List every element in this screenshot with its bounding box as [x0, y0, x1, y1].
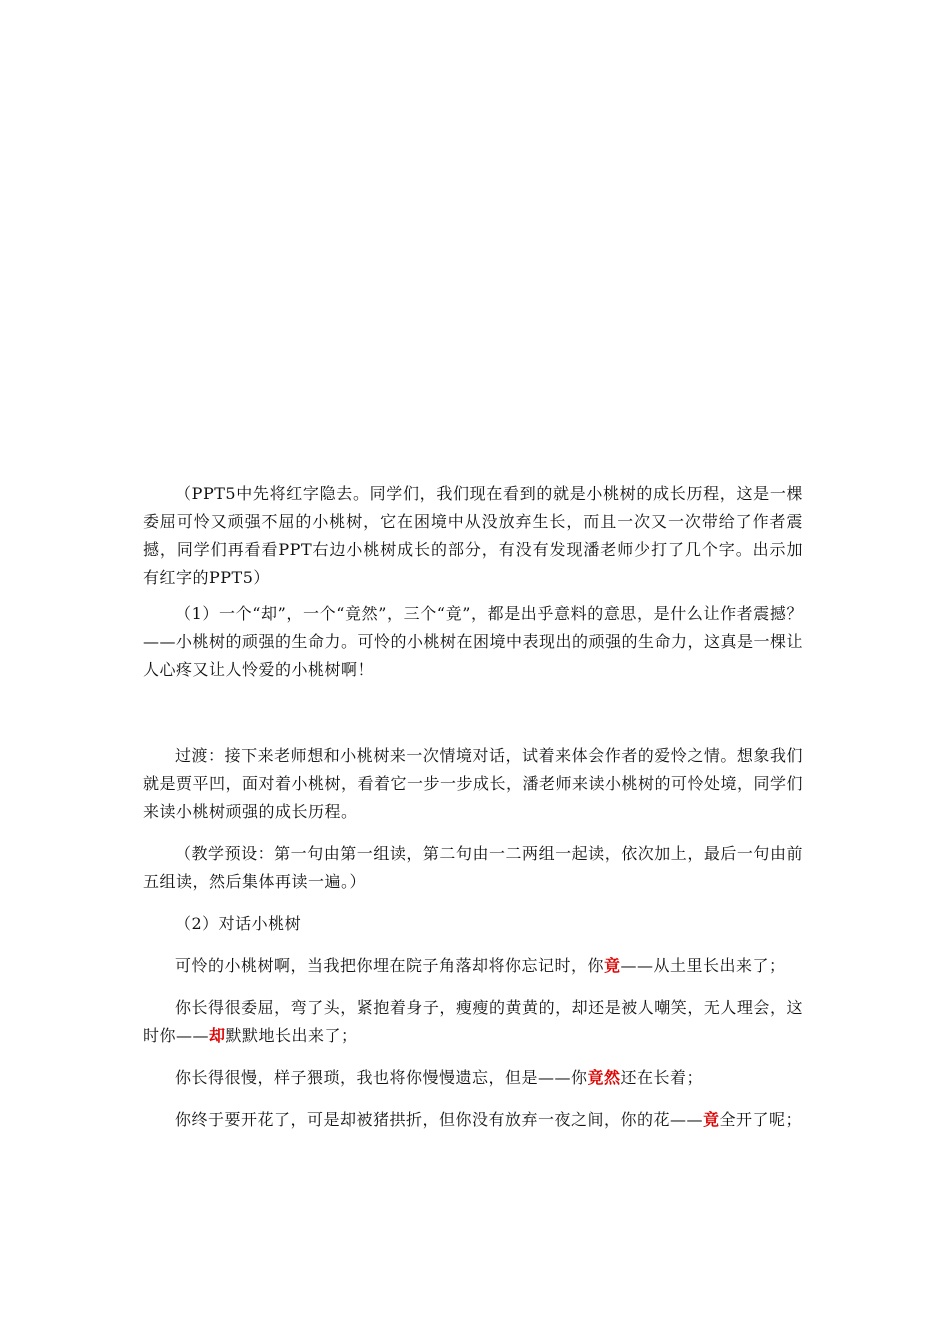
paragraph-text: （2）对话小桃树 [175, 914, 302, 933]
paragraph-text: 你长得很委屈，弯了头，紧抱着身子，瘦瘦的黄黄的，却还是被人嘲笑，无人理会，这时你—— [143, 998, 803, 1045]
paragraph-dialogue-1 [143, 952, 803, 980]
paragraph-text: 默默地长出来了； [225, 1026, 358, 1045]
paragraph-text: 可怜的小桃树啊，当我把你埋在院子角落却将你忘记时，你 [175, 956, 605, 975]
paragraph-text: ——从土里长出来了； [620, 956, 786, 975]
paragraph-dialogue-2 [143, 994, 803, 1050]
paragraph-point-2-heading [143, 910, 803, 938]
paragraph-text: 过渡：接下来老师想和小桃树来一次情境对话，试着来体会作者的爱怜之情。想象我们就是贾平凹，面对着小桃树，看着它一步一步成长，潘老师来读小桃树的可怜处境，同学们来读小桃树顽强的成长历程。 [143, 746, 804, 821]
highlighted-word: 竟然 [587, 1068, 621, 1087]
paragraph-dialogue-4 [143, 1106, 803, 1134]
highlighted-word: 竟 [703, 1110, 720, 1129]
paragraph-teaching-preset [143, 840, 803, 896]
paragraph-point-1 [143, 600, 803, 684]
highlighted-word: 却 [209, 1026, 226, 1045]
document-body [143, 480, 803, 1134]
paragraph-transition [143, 742, 803, 826]
paragraph-text: 还在长着； [620, 1068, 704, 1087]
paragraph-text: （1）一个“却”，一个“竟然”，三个“竟”，都是出乎意料的意思，是什么让作者震撼？——小桃树的顽强的生命力。可怜的小桃树在困境中表现出的顽强的生命力，这真是一棵让人心疼又让人怜爱的小桃树啊！ [143, 604, 804, 679]
highlighted-word: 竟 [604, 956, 621, 975]
paragraph-text: 你长得很慢，样子猥琐，我也将你慢慢遗忘，但是——你 [175, 1068, 588, 1087]
paragraph-text: （PPT5中先将红字隐去。同学们，我们现在看到的就是小桃树的成长历程，这是一棵委屈可怜又顽强不屈的小桃树，它在困境中从没放弃生长，而且一次又一次带给了作者震撼，同学们再看看PPT右边小桃树成长的部分，有没有发现潘老师少打了几个字。出示加有红字的PPT5） [143, 484, 803, 587]
paragraph-dialogue-3 [143, 1064, 803, 1092]
paragraph-text: （教学预设：第一句由第一组读，第二句由一二两组一起读，依次加上，最后一句由前五组读，然后集体再读一遍。） [143, 844, 803, 891]
paragraph-text: 你终于要开花了，可是却被猪拱折，但你没有放弃一夜之间，你的花—— [175, 1110, 704, 1129]
paragraph-ppt5-note [143, 480, 803, 592]
paragraph-text: 全开了呢； [719, 1110, 803, 1129]
